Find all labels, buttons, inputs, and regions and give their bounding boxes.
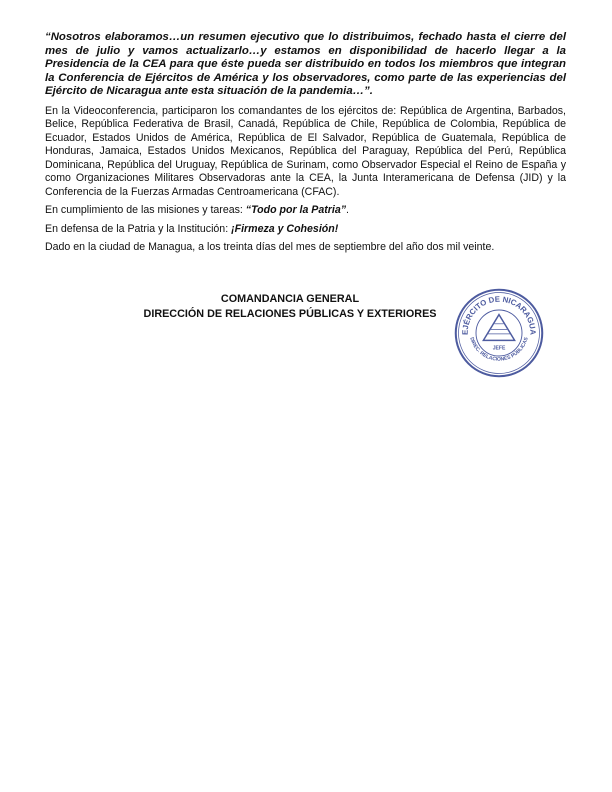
signature-line-2: DIRECCIÓN DE RELACIONES PÚBLICAS Y EXTERIORES <box>143 307 437 320</box>
defense-motto: ¡Firmeza y Cohesión! <box>231 222 339 235</box>
official-seal-stamp <box>453 287 545 379</box>
dated-paragraph: Dado en la ciudad de Managua, a los treinta días del mes de septiembre del año dos mil veinte. <box>45 241 495 254</box>
defense-paragraph <box>45 223 566 237</box>
seal-top-text: EJÉRCITO DE NICARAGUA <box>460 294 538 336</box>
missions-motto: “Todo por la Patria” <box>245 204 347 217</box>
missions-suffix: . <box>346 204 349 217</box>
defense-prefix: En defensa de la Patria y la Institución: <box>45 222 232 235</box>
signature-line-1: COMANDANCIA GENERAL <box>220 293 360 305</box>
participants-paragraph: En la Videoconferencia, participaron los comandantes de los ejércitos de: República de Argentina, Barbados, Belice, República Federativa de Brasil, Canadá, República de Chile, República de Colombia, República de Ecuador, Estados Unidos de América, República de El Salvador, República de Guatemala, República de Honduras, Jamaica, Estados Unidos Mexicanos, República del Paraguay, República del Perú, República Dominicana, República del Uruguay, República de Surinam, como Observador Especial el Reino de España y como Organizaciones Militares Observadoras ante la CEA, la Junta Interamericana de Defensa (JID) y la Conferencia de la Fuerzas Armadas Centroamericana (CFAC). <box>45 104 566 198</box>
quote-paragraph: “Nosotros elaboramos…un resumen ejecutivo que lo distribuimos, fechado hasta el cierre del mes de julio y vamos actualizarlo…y estamos en disponibilidad de hacerlo llegar a la Presidencia de la CEA para que éste pueda ser distribuido en todos los miembros que integran la Conferencia de Ejércitos de América y los observadores, como parte de las experiencias del Ejército de Nicaragua ante esta situación de la pandemia…”. <box>45 31 566 98</box>
document-body <box>45 31 566 260</box>
seal-center-text: JEFE <box>492 345 506 352</box>
missions-prefix: En cumplimiento de las misiones y tareas: <box>45 204 246 217</box>
missions-paragraph <box>45 204 566 218</box>
seal-bottom-text: DIREC. RELACIONES PÚBLICAS <box>468 336 530 363</box>
